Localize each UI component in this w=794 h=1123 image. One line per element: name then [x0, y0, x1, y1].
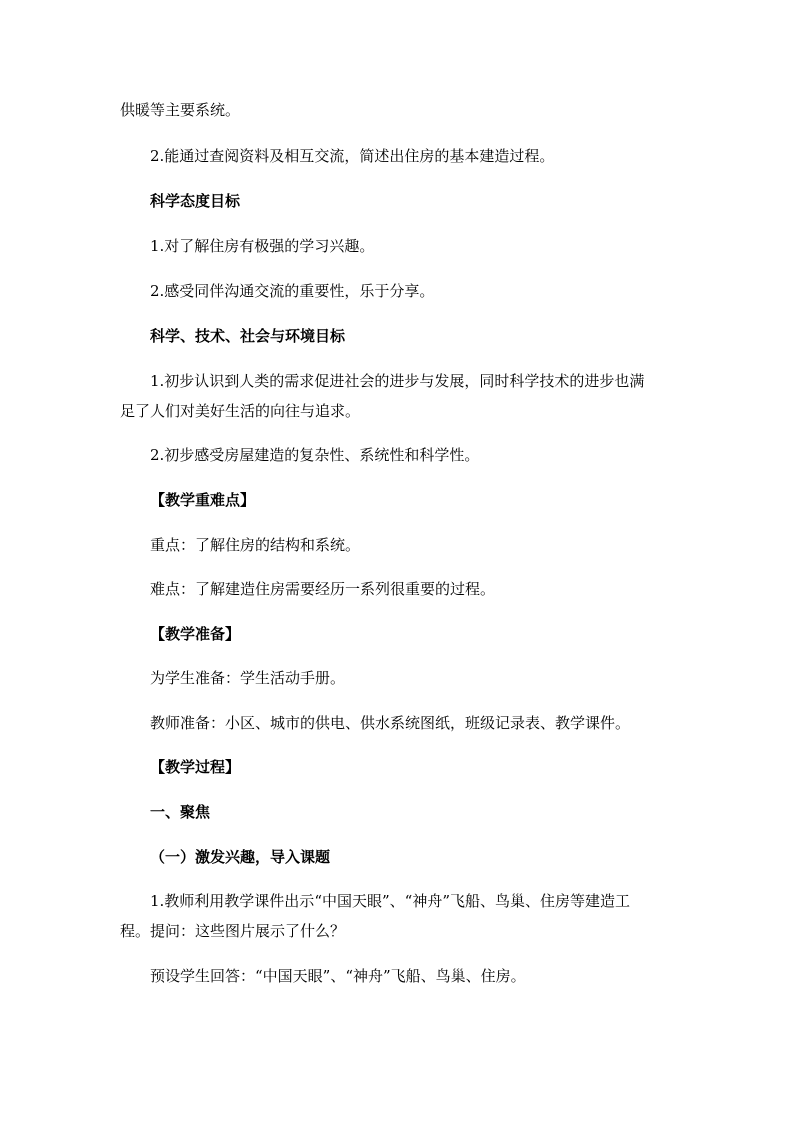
paragraph-line: 重点：了解住房的结构和系统。 — [150, 536, 361, 554]
paragraph-line: 1.初步认识到人类的需求促进社会的进步与发展，同时科学技术的进步也满 — [150, 372, 645, 390]
paragraph-line: 1.教师利用教学课件出示“中国天眼”、“神舟”飞船、鸟巢、住房等建造工 — [150, 892, 630, 910]
paragraph-line: 1.对了解住房有极强的学习兴趣。 — [150, 237, 375, 255]
paragraph-line: 足了人们对美好生活的向往与追求。 — [120, 402, 361, 420]
paragraph-line: 2.感受同伴沟通交流的重要性，乐于分享。 — [150, 282, 435, 300]
paragraph-line: 难点：了解建造住房需要经历一系列很重要的过程。 — [150, 580, 496, 598]
section-heading: 一、聚焦 — [150, 803, 211, 821]
section-heading: 科学、技术、社会与环境目标 — [150, 327, 346, 345]
paragraph-line: 预设学生回答：“中国天眼”、“神舟”飞船、鸟巢、住房。 — [150, 967, 526, 985]
paragraph-line: 供暖等主要系统。 — [120, 101, 241, 119]
paragraph-line: 2.初步感受房屋建造的复杂性、系统性和科学性。 — [150, 446, 480, 464]
paragraph-line: 教师准备：小区、城市的供电、供水系统图纸，班级记录表、教学课件。 — [150, 714, 631, 732]
section-heading: 【教学重难点】 — [150, 491, 256, 509]
paragraph-line: 程。提问：这些图片展示了什么？ — [120, 922, 346, 940]
section-heading: 科学态度目标 — [150, 192, 241, 210]
paragraph-line: 2.能通过查阅资料及相互交流，简述出住房的基本建造过程。 — [150, 147, 555, 165]
section-heading: 【教学准备】 — [150, 625, 241, 643]
paragraph-line: 为学生准备：学生活动手册。 — [150, 669, 346, 687]
section-heading: （一）激发兴趣，导入课题 — [150, 848, 331, 866]
section-heading: 【教学过程】 — [150, 758, 241, 776]
